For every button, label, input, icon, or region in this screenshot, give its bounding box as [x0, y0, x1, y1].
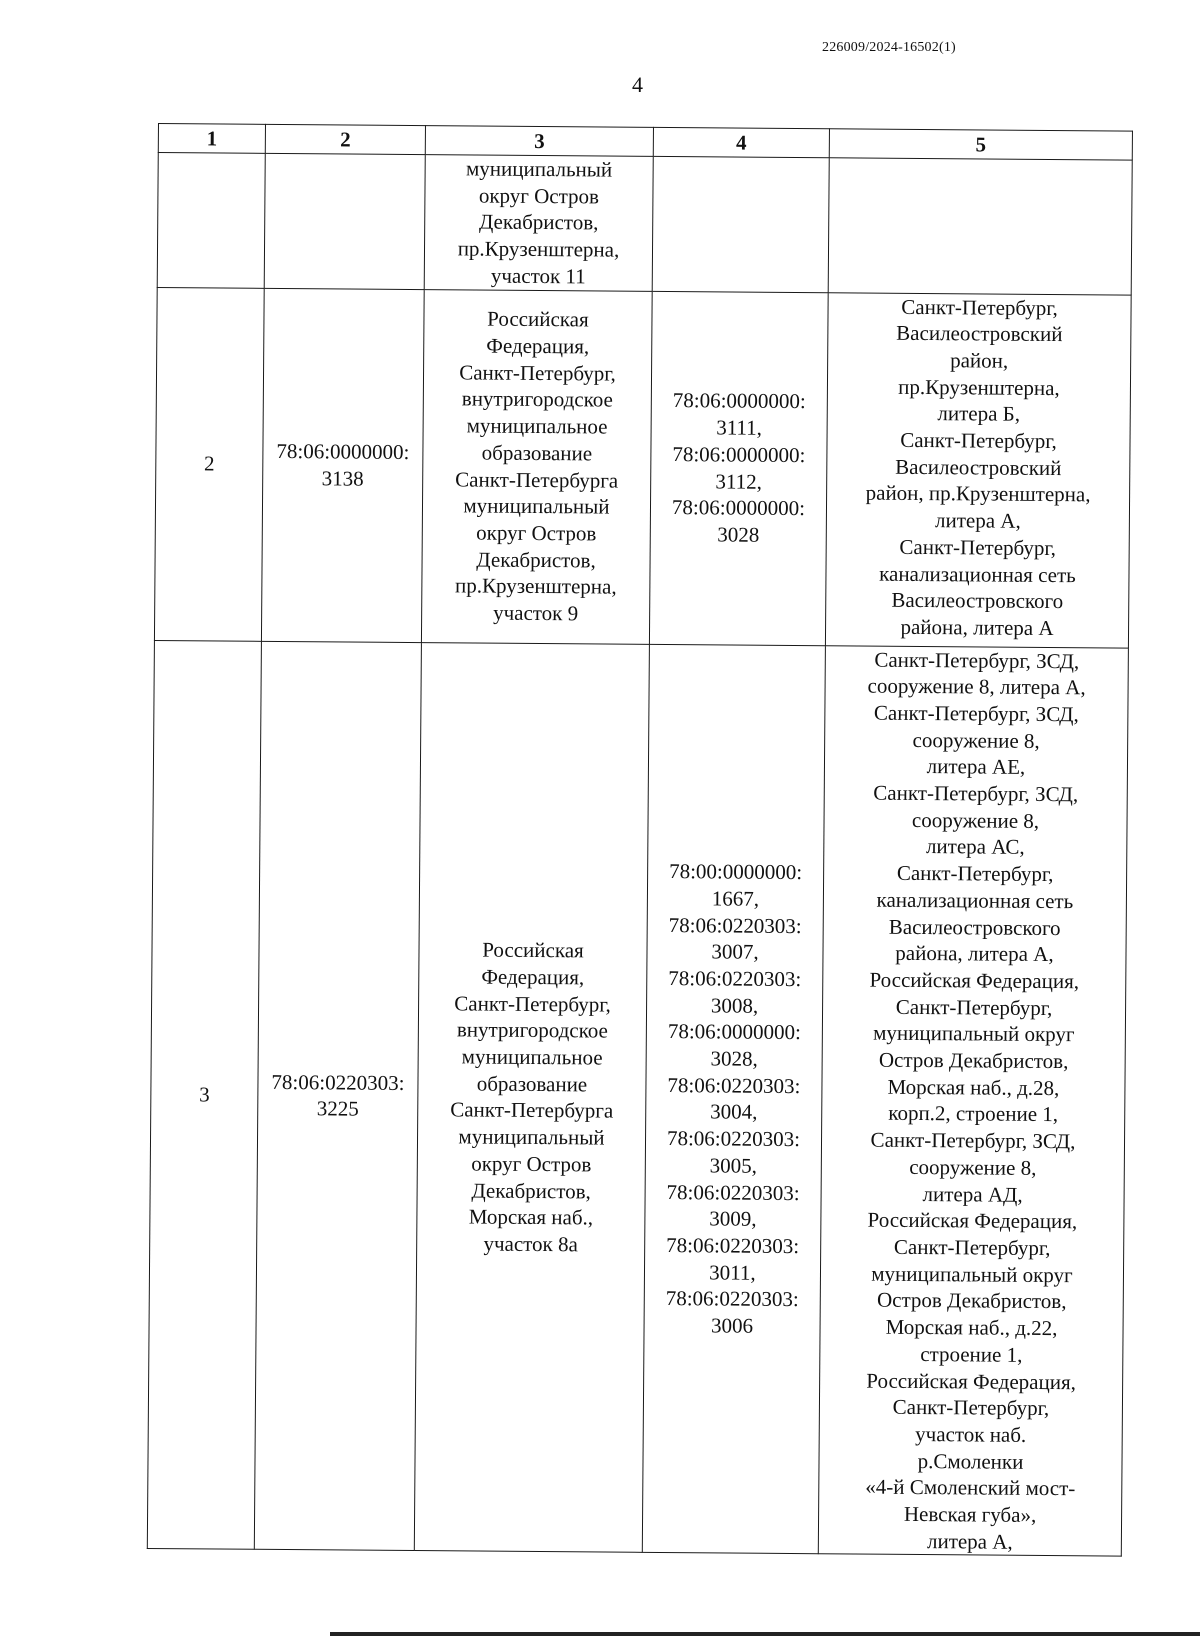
related-cadastral-numbers: 78:00:0000000: 1667, 78:06:0220303: 3007, 78:06:0220303: 3008, 78:06:0000000: 3028, 78:06:0220303: 3004, 78:06:0220303: 3005, 78:06:0220303: 3009, 78:06:0220303: 3011, 78:06:0220303: 3006 [665, 859, 803, 1338]
document-table [147, 123, 1133, 1557]
cadastral-number-cell [261, 288, 424, 642]
cadastral-number-cell [254, 641, 421, 1551]
column-header-3: 3 [425, 126, 653, 157]
objects-address-text: Санкт-Петербург, ЗСД, сооружение 8, литера А, Санкт-Петербург, ЗСД, сооружение 8, литера АЕ, Санкт-Петербург, ЗСД, сооружение 8, литера АС, Санкт-Петербург, канализационная сеть Василеостровского района, литера А, Российская Федерация, Санкт-Петербург, муниципальный округ Остров Декабристов, Морская наб., д.28, корп.2, строение 1, Санкт-Петербург, ЗСД, сооружение 8, литера АД, Российская Федерация, Санкт-Петербург, муниципальный округ Остров Декабристов, Морская наб., д.22, строение 1, Российская Федерация, Санкт-Петербург, участок наб. р.Смоленки «4-й Смоленский мост- Невская губа», литера А, [865, 647, 1086, 1554]
scan-edge-line [330, 1632, 1200, 1636]
row-number-cell [154, 287, 264, 641]
location-cell [414, 642, 649, 1553]
column-header-4: 4 [653, 127, 829, 157]
row-number-cell [147, 640, 261, 1550]
related-cadastral-numbers: 78:06:0000000: 3111, 78:06:0000000: 3112, 78:06:0000000: 3028 [671, 388, 806, 547]
cadastral-number: 78:06:0220303: 3225 [271, 1069, 405, 1122]
related-cadastral-cell [642, 644, 825, 1554]
column-header-2: 2 [265, 124, 425, 154]
row-number-cell [157, 153, 265, 288]
table-row [157, 153, 1132, 295]
related-cadastral-cell [649, 291, 828, 645]
related-cadastral-cell [652, 156, 829, 292]
table-row [147, 640, 1128, 1557]
row-number: 3 [199, 1082, 210, 1107]
location-text: муниципальный округ Остров Декабристов, пр.Крузенштерна, участок 11 [457, 156, 620, 289]
cadastral-number: 78:06:0000000: 3138 [276, 438, 410, 491]
location-cell [421, 289, 652, 644]
row-number: 2 [203, 451, 215, 476]
document-registration-number: 226009/2024-16502(1) [822, 40, 956, 55]
location-text: Российская Федерация, Санкт-Петербург, внутригородское муниципальное образование Санкт-Петербурга муниципальный округ Остров Декабристов, Морская наб., участок 8а [450, 937, 614, 1257]
objects-address-cell [825, 292, 1131, 647]
document-table-container [147, 123, 1132, 1557]
column-header-1: 1 [158, 124, 265, 154]
location-text: Российская Федерация, Санкт-Петербург, внутригородское муниципальное образование Санкт-Петербурга муниципальный округ Остров Декабристов, пр.Крузенштерна, участок 9 [454, 306, 619, 626]
location-cell [424, 155, 653, 291]
objects-address-cell [828, 158, 1132, 295]
column-header-5: 5 [829, 129, 1132, 160]
table-row [154, 287, 1131, 648]
page-number: 4 [632, 72, 643, 97]
cadastral-number-cell [264, 153, 425, 289]
objects-address-cell [818, 645, 1128, 1556]
objects-address-text: Санкт-Петербург, Василеостровский район, пр.Крузенштерна, литера Б, Санкт-Петербург, Василеостровский район, пр.Крузенштерна, литера А, Санкт-Петербург, канализационная сеть Василеостровского района, литера А [865, 294, 1091, 641]
